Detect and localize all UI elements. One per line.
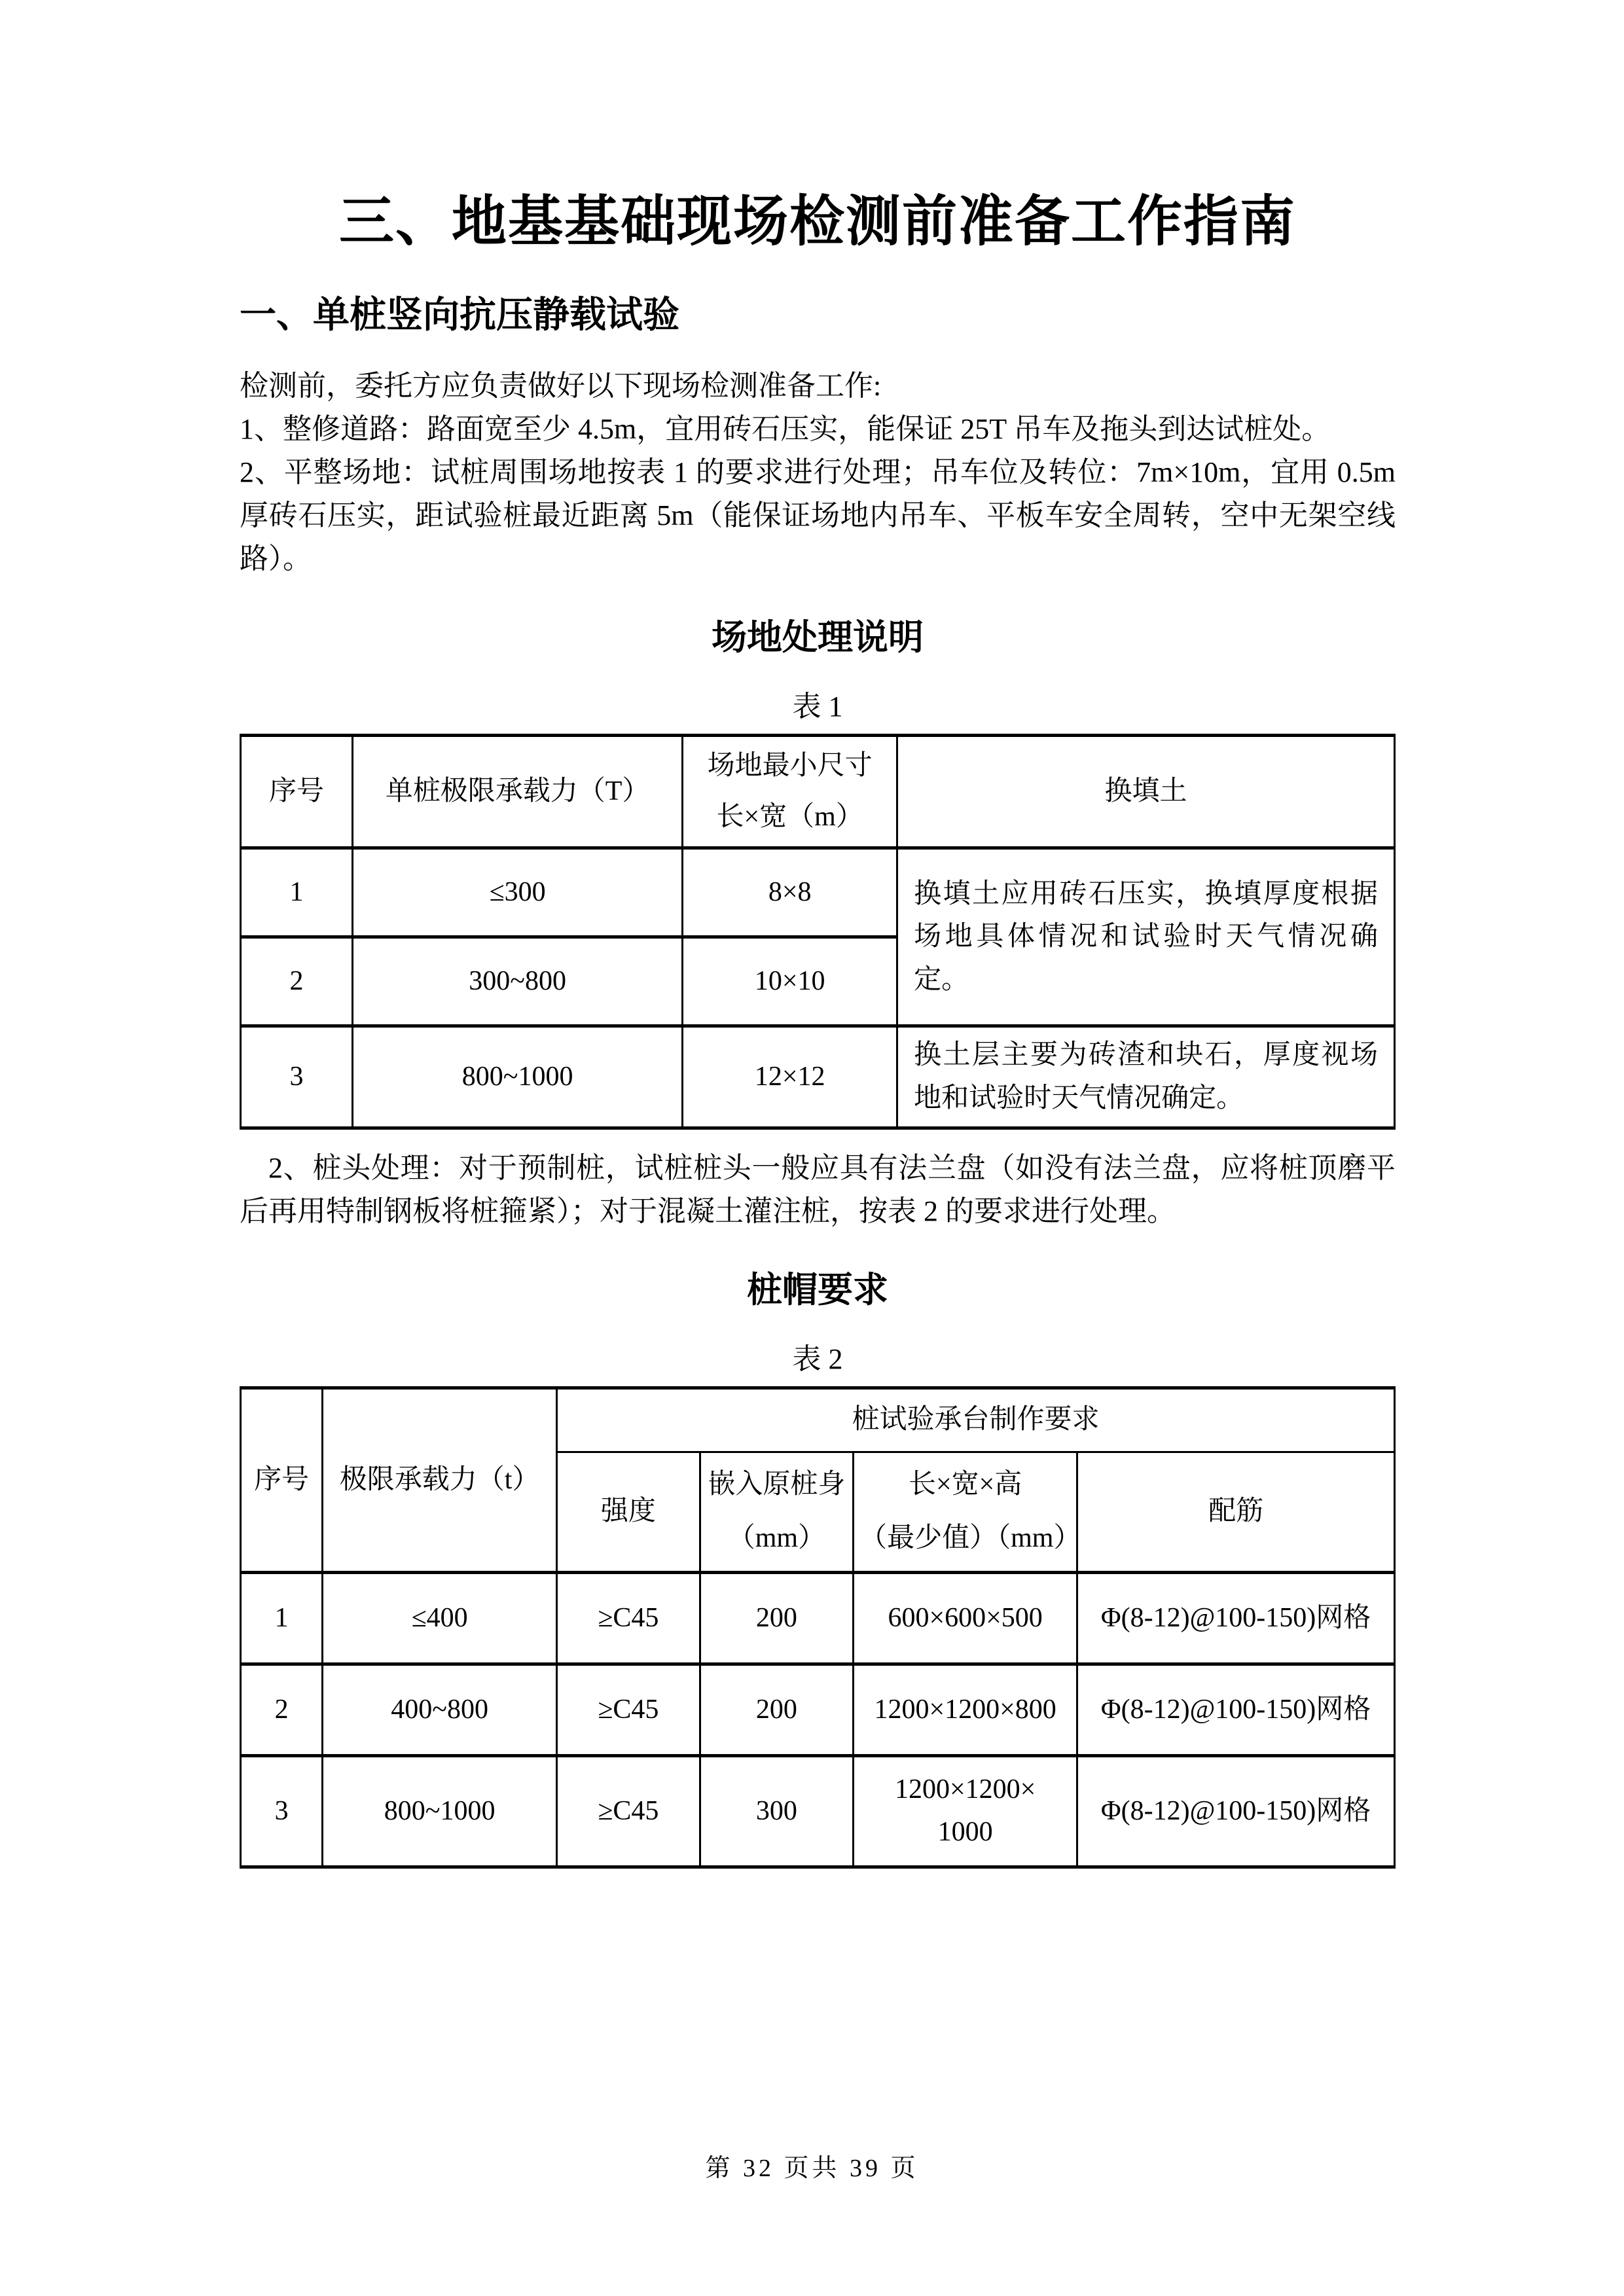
cell-rebar: Φ(8-12)@100-150)网格	[1077, 1572, 1395, 1664]
cell-strength: ≥C45	[557, 1664, 700, 1755]
cell-capacity: 800~1000	[353, 1026, 683, 1128]
table1-heading: 场地处理说明	[712, 617, 924, 657]
list-item-1: 1、整修道路：路面宽至少 4.5m，宜用砖石压实，能保证 25T 吊车及拖头到达试桩处。	[240, 412, 1331, 445]
cell-capacity: ≤400	[323, 1572, 557, 1664]
cell-strength: ≥C45	[557, 1572, 700, 1664]
page-footer: 第 32 页共 39 页	[705, 2155, 919, 2182]
table2-caption: 表 2	[792, 1343, 843, 1376]
col-header-embed	[700, 1452, 853, 1572]
cell-dimensions	[854, 1755, 1077, 1867]
col-header-strength: 强度	[557, 1452, 700, 1572]
cell-seq: 2	[241, 937, 353, 1026]
cell-dimensions: 1200×1200×800	[854, 1664, 1077, 1755]
col-header-cap-requirements: 桩试验承台制作要求	[557, 1388, 1395, 1452]
table-row	[241, 1755, 1395, 1867]
table2-heading: 桩帽要求	[747, 1270, 888, 1310]
cell-seq: 3	[241, 1026, 353, 1128]
col-header-fill-soil: 换填土	[897, 736, 1395, 848]
cell-seq: 1	[241, 1572, 323, 1664]
col-header-seq: 序号	[241, 736, 353, 848]
table-row	[241, 848, 1395, 937]
table-row	[241, 1664, 1395, 1755]
page-title: 三、地基基础现场检测前准备工作指南	[338, 192, 1296, 253]
col-header-dimensions-line2: （最少值）（mm）	[859, 1522, 1081, 1553]
section-heading: 一、单桩竖向抗压静载试验	[240, 295, 679, 336]
col-header-site-size	[683, 736, 897, 848]
cell-size: 12×12	[683, 1026, 897, 1128]
cell-seq: 2	[241, 1664, 323, 1755]
table-header-group-row	[241, 1388, 1395, 1452]
col-header-seq: 序号	[241, 1388, 323, 1572]
pile-cap-table	[240, 1386, 1396, 1869]
cell-strength: ≥C45	[557, 1755, 700, 1867]
cell-size: 10×10	[683, 937, 897, 1026]
cell-rebar: Φ(8-12)@100-150)网格	[1077, 1755, 1395, 1867]
col-header-dimensions	[854, 1452, 1081, 1572]
col-header-embed-line2: （mm）	[727, 1522, 826, 1553]
intro-paragraph: 检测前，委托方应负责做好以下现场检测准备工作:	[240, 369, 882, 402]
col-header-capacity: 极限承载力（t）	[323, 1388, 557, 1572]
cell-embed: 200	[700, 1664, 853, 1755]
cell-size: 8×8	[683, 848, 897, 937]
table-header-row	[241, 736, 1395, 848]
cell-capacity: 400~800	[323, 1664, 557, 1755]
cell-dimensions-line2: 1000	[937, 1817, 993, 1848]
col-header-rebar: 配筋	[1077, 1452, 1395, 1572]
col-header-capacity: 单桩极限承载力（T）	[353, 736, 683, 848]
table-row	[241, 1572, 1395, 1664]
cell-rebar: Φ(8-12)@100-150)网格	[1077, 1664, 1395, 1755]
cell-dimensions-line1: 1200×1200×	[894, 1774, 1036, 1805]
page-content	[240, 0, 1396, 1869]
cell-capacity: 800~1000	[323, 1755, 557, 1867]
cell-embed: 300	[700, 1755, 853, 1867]
col-header-dimensions-line1: 长×宽×高	[908, 1469, 1022, 1500]
col-header-site-size-line2: 长×宽（m）	[716, 801, 863, 832]
site-preparation-table	[240, 734, 1396, 1130]
cell-capacity: 300~800	[353, 937, 683, 1026]
col-header-site-size-line1: 场地最小尺寸	[707, 751, 873, 781]
col-header-embed-line1: 嵌入原桩身	[708, 1469, 846, 1500]
table-row	[241, 1026, 1395, 1128]
cell-fill-note-rows-1-2: 换填土应用砖石压实，换填厚度根据场地具体情况和试验时天气情况确定。	[897, 848, 1395, 1026]
cell-capacity: ≤300	[353, 848, 683, 937]
cell-fill-note-row-3: 换土层主要为砖渣和块石，厚度视场地和试验时天气情况确定。	[897, 1026, 1395, 1128]
list-item-2: 2、平整场地：试桩周围场地按表 1 的要求进行处理；吊车位及转位：7m×10m，宜用 0.5m 厚砖石压实，距试验桩最近距离 5m（能保证场地内吊车、平板车安全周转，空中无架空线路）。	[240, 456, 1396, 575]
cell-seq: 1	[241, 848, 353, 937]
cell-dimensions: 600×600×500	[854, 1572, 1077, 1664]
cell-embed: 200	[700, 1572, 853, 1664]
table1-caption: 表 1	[792, 691, 843, 723]
pile-head-paragraph: 2、桩头处理：对于预制桩，试桩桩头一般应具有法兰盘（如没有法兰盘，应将桩顶磨平后再用特制钢板将桩箍紧）；对于混凝土灌注桩，按表 2 的要求进行处理。	[240, 1151, 1396, 1227]
cell-seq: 3	[241, 1755, 323, 1867]
